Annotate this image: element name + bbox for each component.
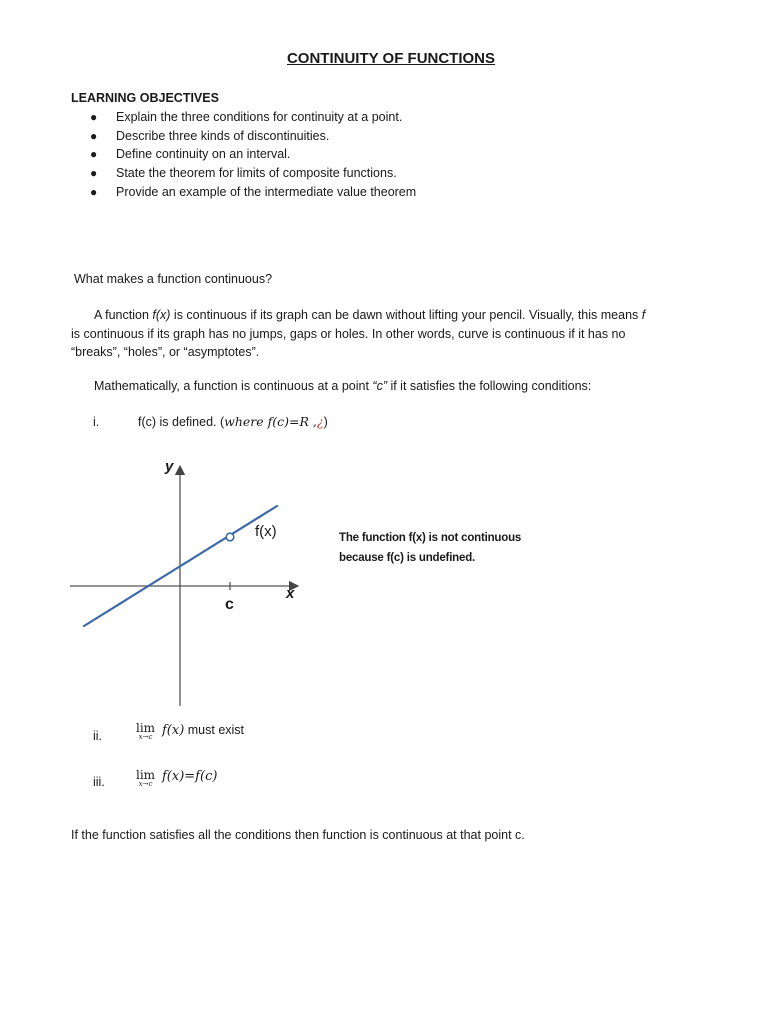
conclusion-text: If the function satisfies all the conditions then function is continuous at that point c.	[71, 828, 525, 842]
condition-numeral: i.	[93, 415, 100, 429]
learning-objectives-heading: LEARNING OBJECTIVES	[71, 91, 219, 105]
bullet-icon: ●	[90, 166, 98, 181]
condition-1: f(c) is defined. (where f(c)=R ,¿)	[138, 414, 328, 429]
objective-item: ● State the theorem for limits of composite functions.	[90, 164, 416, 183]
figure-caption-line1: The function f(x) is not continuous	[339, 532, 522, 544]
question-text: What makes a function continuous?	[74, 272, 273, 286]
bullet-icon: ●	[90, 184, 98, 199]
page-title: CONTINUITY OF FUNCTIONS	[286, 50, 496, 67]
paragraph1-line2: is continuous if its graph has no jumps, gaps or holes. In other words, curve is continuous if it has no	[71, 326, 626, 341]
condition-numeral: iii.	[93, 775, 105, 789]
objective-item: ● Provide an example of the intermediate value theorem	[90, 183, 416, 202]
bullet-icon: ●	[90, 110, 98, 124]
curve-label: f(x)	[255, 523, 277, 540]
objective-item: ● Explain the three conditions for continuity at a point.	[90, 108, 416, 127]
objective-item: ● Describe three kinds of discontinuities.	[90, 127, 416, 146]
limit-operator: lim x→c	[136, 768, 156, 788]
condition-2: f(x) must exist	[162, 723, 245, 738]
y-axis-label: y	[165, 458, 174, 475]
function-graph	[60, 455, 320, 710]
condition-numeral: ii.	[93, 729, 103, 743]
condition-3: f(x)=f(c)	[162, 769, 218, 784]
paragraph2: Mathematically, a function is continuous at a point “c” if it satisfies the following conditions:	[94, 379, 592, 393]
c-label: c	[225, 596, 234, 613]
bullet-icon: ●	[90, 147, 98, 162]
objective-item: ● Define continuity on an interval.	[90, 145, 416, 164]
figure-caption-line2: because f(c) is undefined.	[339, 552, 476, 564]
paragraph1-line3: “breaks”, “holes”, or “asymptotes”.	[71, 345, 260, 359]
hole-point	[226, 533, 234, 541]
paragraph1-line1: A function f(x) is continuous if its graph can be dawn without lifting your pencil. Visually, this means f	[94, 308, 646, 322]
learning-objectives-list	[90, 108, 416, 201]
limit-operator: lim x→c	[136, 721, 156, 741]
bullet-icon: ●	[90, 128, 98, 143]
x-axis-label: x	[286, 585, 295, 602]
